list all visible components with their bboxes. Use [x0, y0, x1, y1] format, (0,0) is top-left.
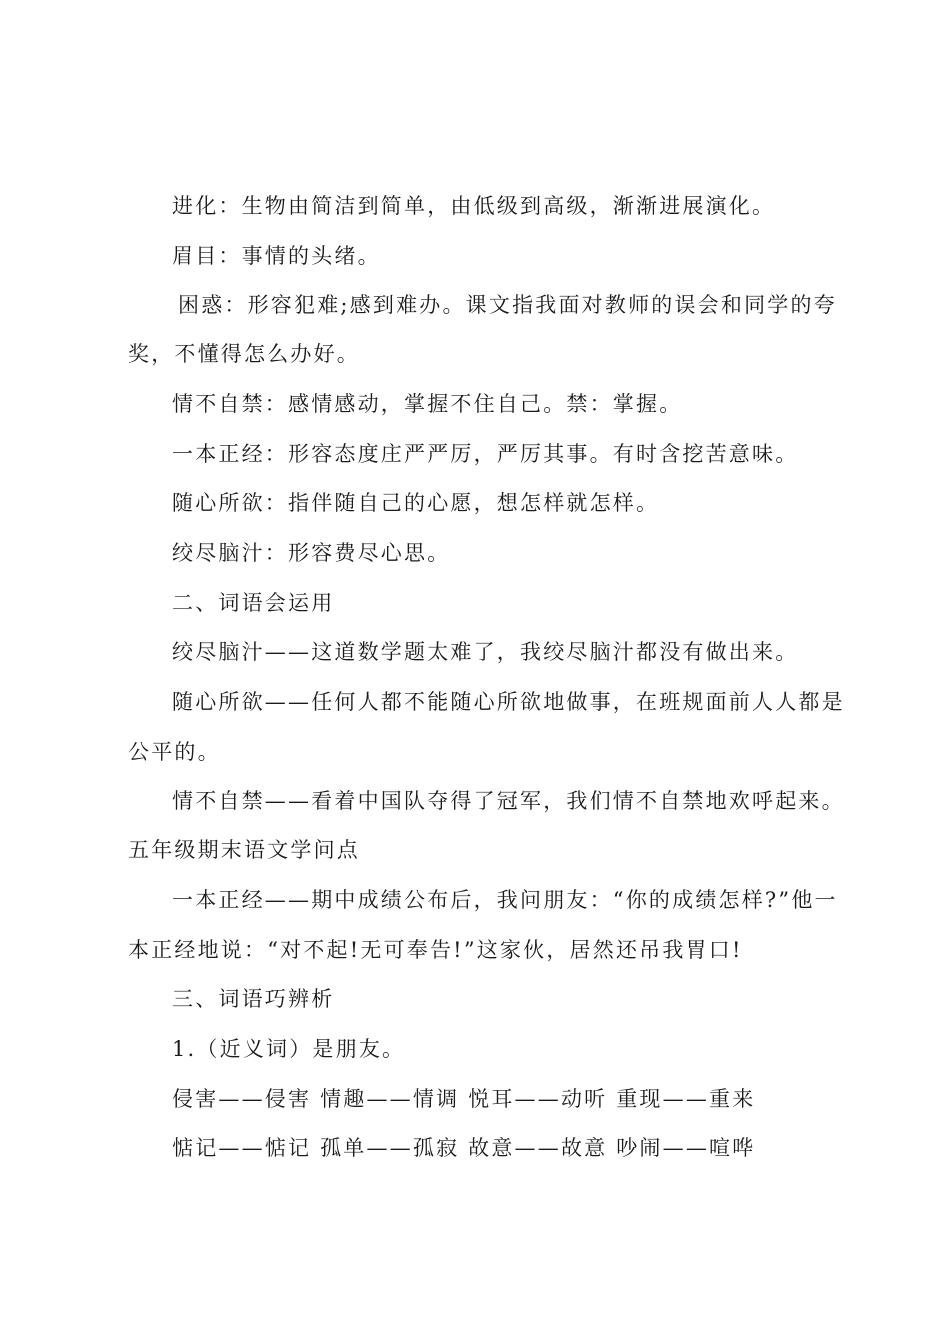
paragraph-line: 本正经地说：“对不起!无可奉告!”这家伙，居然还吊我胃口!	[128, 938, 743, 962]
paragraph-line: 侵害——侵害 情趣——情调 悦耳——动听 重现——重来	[172, 1087, 756, 1111]
paragraph-line: 1.（近义词）是朋友。	[172, 1037, 406, 1061]
paragraph-line: 奖，不懂得怎么办好。	[128, 342, 360, 366]
paragraph-line: 困惑：形容犯难;感到难办。课文指我面对教师的误会和同学的夸	[178, 293, 837, 317]
paragraph-line: 绞尽脑汁——这道数学题太难了，我绞尽脑汁都没有做出来。	[172, 640, 799, 664]
paragraph-line: 情不自禁：感情感动，掌握不住自己。禁：掌握。	[172, 392, 683, 416]
paragraph-line: 公平的。	[128, 740, 221, 764]
section-heading: 二、词语会运用	[172, 591, 335, 615]
paragraph-line: 一本正经：形容态度庄严严厉，严厉其事。有时含挖苦意味。	[172, 442, 799, 466]
paragraph-line: 惦记——惦记 孤单——孤寂 故意——故意 吵闹——喧哗	[172, 1136, 756, 1160]
section-heading: 三、词语巧辨析	[172, 987, 335, 1011]
paragraph-line: 情不自禁——看着中国队夺得了冠军，我们情不自禁地欢呼起来。	[172, 789, 845, 813]
paragraph-line: 进化：生物由简洁到简单，由低级到高级，渐渐进展演化。	[172, 194, 776, 218]
paragraph-line: 绞尽脑汁：形容费尽心思。	[172, 541, 451, 565]
paragraph-line: 眉目：事情的头绪。	[172, 244, 381, 268]
paragraph-line: 随心所欲——任何人都不能随心所欲地做事，在班规面前人人都是	[172, 690, 845, 714]
inline-title: 五年级期末语文学问点	[128, 838, 360, 862]
paragraph-line: 一本正经——期中成绩公布后，我问朋友：“你的成绩怎样?”他一	[172, 888, 838, 912]
paragraph-line: 随心所欲：指伴随自己的心愿，想怎样就怎样。	[172, 491, 660, 515]
